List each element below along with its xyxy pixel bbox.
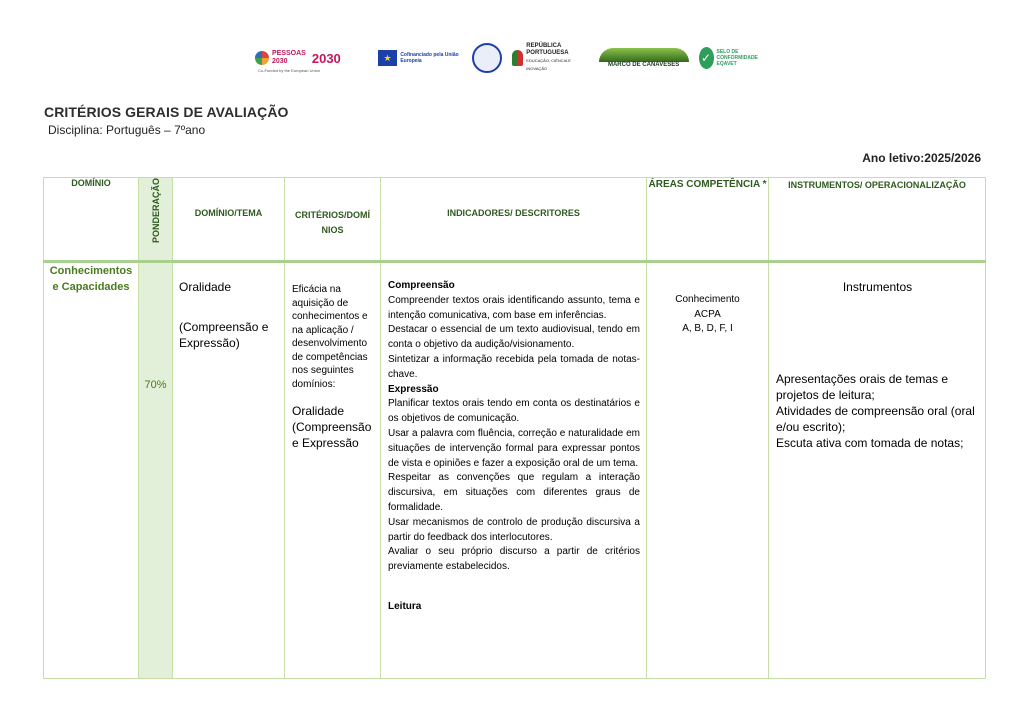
- expressao-item: Planificar textos orais tendo em conta os destinatários e os objetivos de comunicação.: [388, 398, 640, 425]
- republica-logo-icon: [512, 50, 523, 66]
- instrumento-item: Escuta ativa com tomada de notas;: [776, 436, 964, 450]
- cell-criterios: [285, 262, 381, 679]
- school-text: MARCO DE CANAVESES: [607, 62, 680, 68]
- compreensao-item: Compreender textos orais identificando assunto, tema e intenção comunicativa, com base em inferências.: [388, 294, 640, 321]
- table-header-row: [44, 178, 986, 262]
- criteria-table: [43, 177, 986, 679]
- table-row: [44, 262, 986, 679]
- pessoas-name: PESSOAS: [272, 50, 306, 57]
- expressao-heading: Expressão: [388, 383, 439, 395]
- expressao-item: Usar mecanismos de controlo de produção discursiva a partir do feedback dos interlocutores.: [388, 516, 640, 543]
- rp-text: REPÚBLICA PORTUGUESA: [526, 43, 569, 56]
- expressao-item: Usar a palavra com fluência, correção e naturalidade em situações de intervenção formal para expressar pontos de vista e opiniões e fazer a exposição oral de um tema.: [388, 427, 640, 469]
- expressao-item: Avaliar o seu próprio discurso a partir de critérios previamente estabelecidos.: [388, 546, 640, 573]
- col-header-criterios: CRITÉRIOS/DOMÍ NIOS: [285, 178, 381, 262]
- compreensao-heading: Compreensão: [388, 280, 455, 291]
- school-year: Ano letivo:2025/2026: [862, 151, 981, 165]
- eu-cofunding-logo: [378, 41, 462, 75]
- compreensao-item: Sintetizar a informação recebida pela tomada de notas-chave.: [388, 353, 640, 380]
- pessoas-sub: Co-Funded by the European Union: [258, 68, 321, 73]
- eqavet-check-icon: ✓: [699, 47, 714, 69]
- areas-line: A, B, D, F, I: [682, 323, 733, 334]
- instrumento-item: Apresentações orais de temas e projetos de leitura;: [776, 372, 949, 402]
- eqavet-logo: [699, 41, 775, 75]
- criterios-text: Eficácia na aquisição de conhecimentos e na aplicação / desenvolvimento de competências nos seguintes domínios:: [292, 284, 368, 390]
- cell-dominio-tema: [173, 262, 285, 679]
- col-header-dominio: DOMÍNIO: [44, 178, 139, 262]
- leitura-heading: Leitura: [388, 600, 422, 612]
- eu-text: Cofinanciado pela União Europeia: [400, 52, 459, 64]
- portugal-2030: 2030: [311, 50, 341, 66]
- compreensao-item: Destacar o essencial de um texto audiovisual, tendo em conta o objetivo da audição/visionamento.: [388, 324, 640, 351]
- tema-title: Oralidade: [179, 280, 232, 294]
- pessoas-year: 2030: [272, 58, 288, 65]
- cell-dominio: Conhecimentos e Capacidades: [44, 262, 139, 679]
- instrumentos-title: Instrumentos: [842, 280, 913, 294]
- partner-logos: [255, 40, 775, 76]
- areas-line: ACPA: [694, 308, 721, 320]
- eu-flag-icon: ★: [378, 50, 398, 66]
- col-header-indicadores: INDICADORES/ DESCRITORES: [381, 178, 647, 262]
- cell-instrumentos: [769, 262, 986, 679]
- tema-detail: (Compreensão e Expressão): [179, 320, 269, 350]
- col-header-dominio-tema: DOMÍNIO/TEMA: [173, 178, 285, 262]
- col-header-ponderacao: [139, 178, 173, 262]
- page-title: CRITÉRIOS GERAIS DE AVALIAÇÃO: [44, 104, 289, 120]
- col-header-ponderacao-label: PONDERAÇÃO: [150, 178, 161, 244]
- eqavet-text: SELO DE CONFORMIDADE EQAVET: [716, 49, 758, 67]
- areas-line: Conhecimento: [675, 294, 740, 305]
- cell-indicadores: [381, 262, 647, 679]
- school-logo: [599, 41, 689, 75]
- col-header-instrumentos: INSTRUMENTOS/ OPERACIONALIZAÇÃO: [769, 178, 986, 262]
- criterios-domain: Oralidade (Compreensão e Expressão: [292, 404, 372, 450]
- rp-sub: EDUCAÇÃO, CIÊNCIA E INOVAÇÃO: [526, 58, 571, 71]
- expressao-item: Respeitar as convenções que regulam a interação discursiva, em situações com diferentes graus de formalidade.: [388, 472, 640, 513]
- cell-ponderacao: 70%: [139, 262, 173, 679]
- cell-areas: [647, 262, 769, 679]
- instrumento-item: Atividades de compreensão oral (oral e/ou escrito);: [776, 404, 975, 434]
- school-hill-icon: [599, 48, 689, 62]
- school-seal-icon: [472, 43, 502, 73]
- pessoas-logo-icon: [255, 51, 269, 65]
- school-seal-logo: [472, 41, 503, 75]
- republica-portuguesa-logo: [512, 41, 588, 75]
- subject-line: Disciplina: Português – 7ºano: [48, 123, 206, 137]
- col-header-areas: ÁREAS COMPETÊNCIA *: [647, 178, 769, 262]
